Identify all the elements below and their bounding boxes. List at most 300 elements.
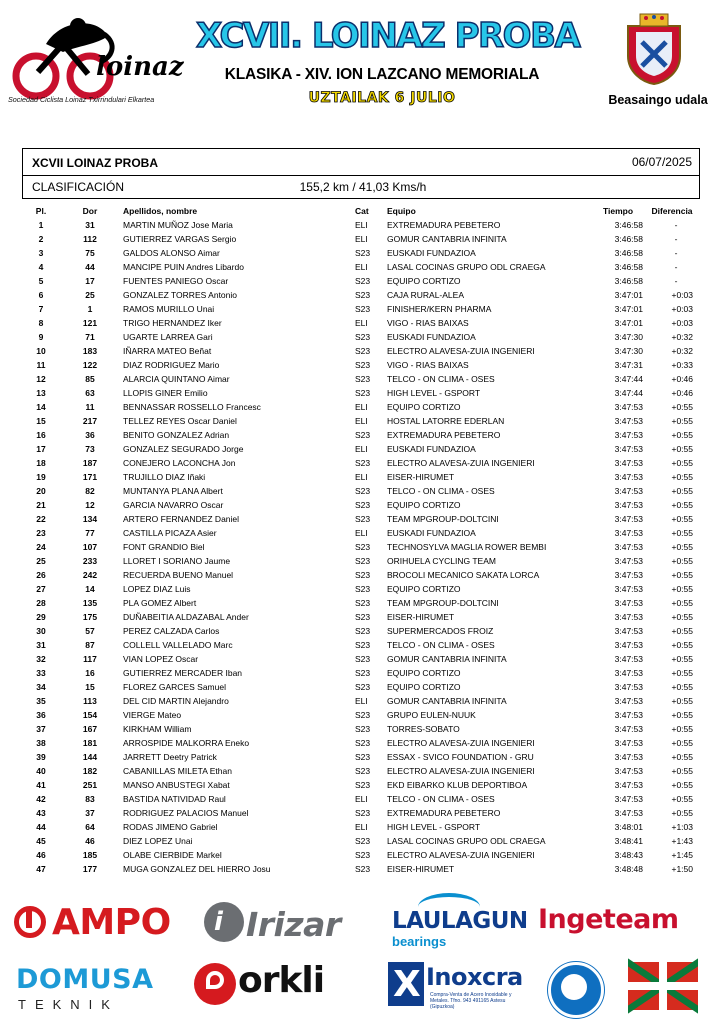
distance-speed: 155,2 km / 41,03 Kms/h [299, 180, 427, 194]
cell-category: S23 [355, 360, 371, 370]
cell-bib: 15 [85, 682, 95, 692]
cell-time: 3:47:53 [614, 542, 643, 552]
cell-team: ORIHUELA CYCLING TEAM [387, 556, 496, 566]
cell-category: ELI [355, 402, 368, 412]
cell-bib: 87 [85, 640, 95, 650]
cell-rider-name: GUTIERREZ VARGAS Sergio [123, 234, 237, 244]
cell-rider-name: MUNTANYA PLANA Albert [123, 486, 223, 496]
cell-category: S23 [355, 346, 371, 356]
cell-position: 20 [36, 486, 46, 496]
sponsor-irizar: Irizar [246, 905, 341, 944]
cell-time: 3:46:58 [614, 262, 643, 272]
table-row [22, 596, 701, 610]
col-header-bib: Dor [82, 206, 98, 216]
cell-position: 23 [36, 528, 46, 538]
cell-bib: 11 [85, 402, 95, 412]
cell-time: 3:47:53 [614, 528, 643, 538]
cell-time: 3:48:48 [614, 864, 643, 874]
cell-rider-name: GONZALEZ TORRES Antonio [123, 290, 238, 300]
cell-time: 3:47:30 [614, 346, 643, 356]
cell-time: 3:47:30 [614, 332, 643, 342]
cell-category: S23 [355, 682, 371, 692]
cell-category: S23 [355, 584, 371, 594]
cell-difference: +0:55 [671, 472, 693, 482]
cell-position: 45 [36, 836, 46, 846]
sponsor-inoxcra: Inoxcra [426, 963, 523, 991]
cell-team: HIGH LEVEL - GSPORT [387, 822, 481, 832]
cell-bib: 16 [85, 668, 95, 678]
cell-bib: 251 [82, 780, 98, 790]
classification-label: CLASIFICACIÓN [32, 180, 125, 194]
cell-team: EUSKADI FUNDAZIOA [387, 444, 476, 454]
cell-team: GOMUR CANTABRIA INFINITA [387, 696, 507, 706]
table-row [22, 708, 701, 722]
cell-team: EUSKADI FUNDAZIOA [387, 528, 476, 538]
cell-difference: +0:55 [671, 542, 693, 552]
table-row [22, 316, 701, 330]
cell-time: 3:47:53 [614, 472, 643, 482]
cell-position: 11 [36, 360, 46, 370]
cell-position: 4 [38, 262, 44, 272]
cell-difference: +0:55 [671, 598, 693, 608]
cell-time: 3:47:53 [614, 416, 643, 426]
cell-position: 19 [36, 472, 46, 482]
cell-difference: +0:55 [671, 584, 693, 594]
cell-bib: 121 [82, 318, 98, 328]
cell-team: ESSAX - SVICO FOUNDATION - GRU [387, 752, 534, 762]
cell-team: EXTREMADURA PEBETERO [387, 430, 501, 440]
cell-time: 3:47:53 [614, 500, 643, 510]
table-row [22, 498, 701, 512]
table-row [22, 862, 701, 876]
cell-difference: +0:55 [671, 682, 693, 692]
table-row [22, 848, 701, 862]
cell-bib: 36 [85, 430, 95, 440]
cell-category: ELI [355, 234, 368, 244]
cell-rider-name: PEREZ CALZADA Carlos [123, 626, 220, 636]
sponsor-domusa: DOMUSA [16, 964, 154, 995]
table-row [22, 442, 701, 456]
cell-team: ELECTRO ALAVESA-ZUIA INGENIERI [387, 346, 535, 356]
beasain-crest-icon [622, 12, 686, 86]
cell-category: S23 [355, 556, 371, 566]
basque-flag-icon [628, 962, 698, 1010]
cell-bib: 182 [82, 766, 98, 776]
cell-team: EQUIPO CORTIZO [387, 682, 461, 692]
table-row [22, 582, 701, 596]
cell-time: 3:48:43 [614, 850, 643, 860]
cell-difference: +0:55 [671, 416, 693, 426]
cell-team: ELECTRO ALAVESA-ZUIA INGENIERI [387, 766, 535, 776]
cell-category: S23 [355, 332, 371, 342]
cell-position: 16 [36, 430, 46, 440]
cell-category: S23 [355, 500, 371, 510]
cell-difference: +0:55 [671, 808, 693, 818]
cell-bib: 85 [85, 374, 95, 384]
cell-rider-name: IÑARRA MATEO Beñat [123, 346, 212, 356]
page-title: XCVII. LOINAZ PROBA [196, 16, 580, 56]
cell-difference: - [674, 234, 678, 244]
cell-category: S23 [355, 864, 371, 874]
inoxcra-icon: X [388, 962, 424, 1006]
cell-difference: +0:55 [671, 402, 693, 412]
cell-time: 3:46:58 [614, 220, 643, 230]
cell-bib: 135 [82, 598, 98, 608]
race-date: 06/07/2025 [631, 155, 692, 169]
cell-position: 24 [36, 542, 46, 552]
cell-position: 47 [36, 864, 46, 874]
cell-difference: +0:55 [671, 528, 693, 538]
cell-rider-name: FONT GRANDIO Biel [123, 542, 205, 552]
cell-bib: 177 [82, 864, 98, 874]
cell-team: TELCO - ON CLIMA - OSES [387, 486, 495, 496]
cell-team: ELECTRO ALAVESA-ZUIA INGENIERI [387, 738, 535, 748]
cell-team: TORRES-SOBATO [387, 724, 460, 734]
cell-rider-name: DEL CID MARTIN Alejandro [123, 696, 229, 706]
cell-position: 28 [36, 598, 46, 608]
cell-position: 39 [36, 752, 46, 762]
cell-time: 3:47:53 [614, 402, 643, 412]
cell-category: S23 [355, 430, 371, 440]
results-header-box [22, 148, 700, 199]
cell-time: 3:47:53 [614, 556, 643, 566]
cell-team: VIGO - RIAS BAIXAS [387, 318, 469, 328]
cell-team: TEAM MPGROUP-DOLTCINI [387, 514, 499, 524]
cell-position: 41 [36, 780, 46, 790]
cell-rider-name: VIERGE Mateo [123, 710, 182, 720]
cell-rider-name: JARRETT Deetry Patrick [123, 752, 217, 762]
cell-difference: +0:55 [671, 458, 693, 468]
cell-bib: 82 [85, 486, 95, 496]
table-row [22, 736, 701, 750]
col-header-difference: Diferencia [651, 206, 693, 216]
sponsor-inoxcra-sub: Compra-Venta de Acero Inoxidable y Metales. Tfno. 943 491165 Astesu (Gipuzkoa) [430, 992, 512, 1010]
page-header [0, 0, 724, 120]
cell-bib: 185 [82, 850, 98, 860]
cell-bib: 117 [83, 654, 97, 664]
cell-position: 15 [36, 416, 46, 426]
cell-rider-name: MUGA GONZALEZ DEL HIERRO Josu [123, 864, 271, 874]
col-header-name: Apellidos, nombre [123, 206, 198, 216]
cell-difference: +0:55 [671, 640, 693, 650]
cell-difference: +0:46 [671, 374, 693, 384]
cell-category: ELI [355, 528, 368, 538]
cell-position: 6 [38, 290, 44, 300]
cell-category: S23 [355, 710, 371, 720]
date-banner: UZTAILAK 6 JULIO [308, 90, 456, 106]
cell-rider-name: KIRKHAM William [123, 724, 192, 734]
table-row [22, 638, 701, 652]
table-row [22, 512, 701, 526]
cell-difference: +0:55 [671, 752, 693, 762]
cell-difference: - [674, 248, 678, 258]
sponsor-domusa-sub: TEKNIK [18, 997, 119, 1012]
cell-team: TELCO - ON CLIMA - OSES [387, 640, 495, 650]
cell-difference: +0:55 [671, 710, 693, 720]
cell-rider-name: RODRIGUEZ PALACIOS Manuel [123, 808, 249, 818]
table-row [22, 274, 701, 288]
cell-position: 31 [36, 640, 46, 650]
col-header-time: Tiempo [602, 206, 634, 216]
cell-bib: 171 [82, 472, 98, 482]
cell-position: 8 [38, 318, 44, 328]
col-header-category: Cat [355, 206, 369, 216]
cell-rider-name: DIAZ RODRIGUEZ Mario [123, 360, 220, 370]
table-row [22, 358, 701, 372]
cell-position: 27 [36, 584, 46, 594]
cell-bib: 83 [85, 794, 95, 804]
cell-difference: +0:55 [671, 668, 693, 678]
orkli-icon [194, 963, 236, 1005]
table-row [22, 778, 701, 792]
cell-time: 3:47:53 [614, 640, 643, 650]
cell-category: S23 [355, 780, 371, 790]
cell-bib: 77 [85, 528, 95, 538]
cell-team: ELECTRO ALAVESA-ZUIA INGENIERI [387, 458, 535, 468]
table-row [22, 456, 701, 470]
table-row [22, 526, 701, 540]
cell-time: 3:47:53 [614, 570, 643, 580]
cell-category: ELI [355, 318, 368, 328]
cell-position: 1 [38, 220, 44, 230]
cell-category: S23 [355, 654, 371, 664]
cell-rider-name: TRUJILLO DIAZ Iñaki [123, 472, 206, 482]
cell-rider-name: CASTILLA PICAZA Asier [123, 528, 217, 538]
cell-position: 37 [36, 724, 46, 734]
cell-bib: 71 [85, 332, 95, 342]
cell-time: 3:47:53 [614, 584, 643, 594]
cell-time: 3:47:53 [614, 668, 643, 678]
cell-difference: +0:55 [671, 500, 693, 510]
cell-position: 26 [36, 570, 46, 580]
cell-team: EQUIPO CORTIZO [387, 668, 461, 678]
cell-team: EISER-HIRUMET [387, 612, 455, 622]
cell-difference: +0:32 [671, 346, 693, 356]
cycling-federation-badge-icon [548, 962, 604, 1018]
table-row [22, 246, 701, 260]
table-row [22, 232, 701, 246]
cell-team: EQUIPO CORTIZO [387, 500, 461, 510]
cell-category: S23 [355, 738, 371, 748]
table-row [22, 330, 701, 344]
table-row [22, 834, 701, 848]
cell-bib: 183 [82, 346, 98, 356]
cell-difference: +0:55 [671, 612, 693, 622]
cell-time: 3:47:53 [614, 682, 643, 692]
cell-category: ELI [355, 696, 368, 706]
cell-rider-name: MANCIPE PUIN Andres Libardo [123, 262, 244, 272]
club-logo-text: loinaz [96, 52, 184, 82]
cell-category: S23 [355, 668, 371, 678]
cell-category: ELI [355, 444, 368, 454]
cell-rider-name: VIAN LOPEZ Oscar [123, 654, 199, 664]
cell-time: 3:47:44 [614, 388, 643, 398]
cell-bib: 187 [82, 458, 98, 468]
cell-time: 3:47:53 [614, 780, 643, 790]
cell-time: 3:47:53 [614, 612, 643, 622]
table-row [22, 344, 701, 358]
cell-position: 38 [36, 738, 46, 748]
cell-category: S23 [355, 374, 371, 384]
cell-rider-name: LLORET I SORIANO Jaume [123, 556, 231, 566]
cell-bib: 144 [82, 752, 98, 762]
cell-difference: +0:55 [671, 696, 693, 706]
cell-time: 3:47:53 [614, 808, 643, 818]
cell-position: 32 [36, 654, 46, 664]
cell-category: S23 [355, 276, 371, 286]
cell-position: 17 [36, 444, 46, 454]
cell-time: 3:46:58 [614, 248, 643, 258]
cell-team: EISER-HIRUMET [387, 472, 455, 482]
cell-rider-name: RODAS JIMENO Gabriel [123, 822, 218, 832]
cell-category: ELI [355, 220, 368, 230]
cell-position: 14 [36, 402, 46, 412]
cell-rider-name: ARROSPIDE MALKORRA Eneko [123, 738, 250, 748]
cell-time: 3:46:58 [614, 276, 643, 286]
table-header-row [22, 204, 701, 218]
cell-team: CAJA RURAL-ALEA [387, 290, 464, 300]
cell-bib: 31 [85, 220, 95, 230]
cell-rider-name: FUENTES PANIEGO Oscar [123, 276, 229, 286]
cell-position: 30 [36, 626, 46, 636]
cell-category: S23 [355, 514, 371, 524]
cell-difference: - [674, 262, 678, 272]
cell-category: S23 [355, 626, 371, 636]
cell-time: 3:47:53 [614, 486, 643, 496]
cell-difference: - [674, 276, 678, 286]
cell-difference: +0:55 [671, 766, 693, 776]
cell-rider-name: GALDOS ALONSO Aimar [123, 248, 220, 258]
cell-rider-name: PLA GOMEZ Albert [123, 598, 197, 608]
cell-team: TELCO - ON CLIMA - OSES [387, 374, 495, 384]
cell-team: EXTREMADURA PEBETERO [387, 220, 501, 230]
cell-position: 2 [38, 234, 44, 244]
cell-category: ELI [355, 822, 368, 832]
cell-rider-name: TRIGO HERNANDEZ Iker [123, 318, 222, 328]
cell-bib: 217 [82, 416, 98, 426]
cell-difference: +0:32 [671, 332, 693, 342]
cell-bib: 14 [85, 584, 95, 594]
cell-team: ELECTRO ALAVESA-ZUIA INGENIERI [387, 850, 535, 860]
cell-team: GOMUR CANTABRIA INFINITA [387, 234, 507, 244]
cell-time: 3:47:01 [614, 318, 643, 328]
table-row [22, 624, 701, 638]
cell-rider-name: GUTIERREZ MERCADER Iban [123, 668, 243, 678]
cell-rider-name: ARTERO FERNANDEZ Daniel [123, 514, 240, 524]
cell-team: EISER-HIRUMET [387, 864, 455, 874]
cell-position: 3 [38, 248, 44, 258]
cell-time: 3:47:01 [614, 304, 643, 314]
table-row [22, 484, 701, 498]
cell-position: 21 [36, 500, 46, 510]
table-row [22, 372, 701, 386]
table-row [22, 610, 701, 624]
cell-bib: 44 [85, 262, 95, 272]
table-row [22, 806, 701, 820]
cell-difference: - [674, 220, 678, 230]
cell-position: 5 [38, 276, 44, 286]
cell-category: S23 [355, 248, 371, 258]
cell-difference: +1:03 [671, 822, 693, 832]
table-row [22, 764, 701, 778]
cell-difference: +0:03 [671, 318, 693, 328]
cell-difference: +0:55 [671, 626, 693, 636]
cell-time: 3:47:53 [614, 444, 643, 454]
cell-difference: +0:55 [671, 724, 693, 734]
cell-bib: 154 [82, 710, 98, 720]
cell-category: S23 [355, 290, 371, 300]
race-name: XCVII LOINAZ PROBA [32, 156, 159, 170]
cell-category: S23 [355, 388, 371, 398]
cell-rider-name: RAMOS MURILLO Unai [123, 304, 215, 314]
cell-position: 42 [36, 794, 46, 804]
cell-bib: 167 [82, 724, 98, 734]
table-row [22, 218, 701, 232]
cell-time: 3:47:53 [614, 766, 643, 776]
cell-team: BROCOLI MECANICO SAKATA LORCA [387, 570, 540, 580]
cell-bib: 46 [85, 836, 95, 846]
cell-bib: 113 [83, 696, 97, 706]
cell-bib: 181 [82, 738, 98, 748]
cell-time: 3:47:01 [614, 290, 643, 300]
cell-category: S23 [355, 458, 371, 468]
cell-rider-name: COLLELL VALLELADO Marc [123, 640, 233, 650]
cell-team: FINISHER/KERN PHARMA [387, 304, 492, 314]
cell-rider-name: UGARTE LARREA Gari [123, 332, 213, 342]
table-row [22, 652, 701, 666]
cell-bib: 233 [82, 556, 98, 566]
sponsor-ampo: AMPO [52, 902, 171, 943]
cell-difference: +1:50 [671, 864, 693, 874]
ampo-icon-bar [26, 911, 32, 928]
cell-category: S23 [355, 752, 371, 762]
cell-rider-name: BASTIDA NATIVIDAD Raul [123, 794, 226, 804]
cell-difference: +0:33 [671, 360, 693, 370]
cell-rider-name: RECUERDA BUENO Manuel [123, 570, 234, 580]
sponsor-laulagun: LAULAGUN [392, 908, 528, 934]
cell-difference: +1:45 [671, 850, 693, 860]
sponsor-ingeteam: Ingeteam [538, 904, 679, 935]
cell-difference: +0:03 [671, 290, 693, 300]
cell-time: 3:48:41 [614, 836, 643, 846]
cell-position: 18 [36, 458, 46, 468]
table-row [22, 722, 701, 736]
cell-difference: +0:55 [671, 556, 693, 566]
cell-team: EKD EIBARKO KLUB DEPORTIBOA [387, 780, 528, 790]
cell-difference: +0:55 [671, 570, 693, 580]
cell-time: 3:47:53 [614, 752, 643, 762]
cell-team: EQUIPO CORTIZO [387, 402, 461, 412]
cell-category: S23 [355, 850, 371, 860]
club-name: Sociedad Ciclista Loinaz Txirrindulari Elkartea [8, 95, 155, 104]
cell-position: 10 [36, 346, 46, 356]
cell-difference: +0:55 [671, 486, 693, 496]
cell-team: LASAL COCINAS GRUPO ODL CRAEGA [387, 262, 546, 272]
cell-team: GRUPO EULEN-NUUK [387, 710, 476, 720]
cell-rider-name: CABANILLAS MILETA Ethan [123, 766, 232, 776]
cell-position: 46 [36, 850, 46, 860]
cell-team: EQUIPO CORTIZO [387, 276, 461, 286]
cell-difference: +0:55 [671, 444, 693, 454]
cell-time: 3:47:53 [614, 696, 643, 706]
cell-category: S23 [355, 486, 371, 496]
cell-position: 33 [36, 668, 46, 678]
cell-difference: +0:55 [671, 654, 693, 664]
cell-category: S23 [355, 640, 371, 650]
cell-rider-name: DUÑABEITIA ALDAZABAL Ander [123, 612, 249, 622]
cell-team: EXTREMADURA PEBETERO [387, 808, 501, 818]
cell-position: 44 [36, 822, 46, 832]
